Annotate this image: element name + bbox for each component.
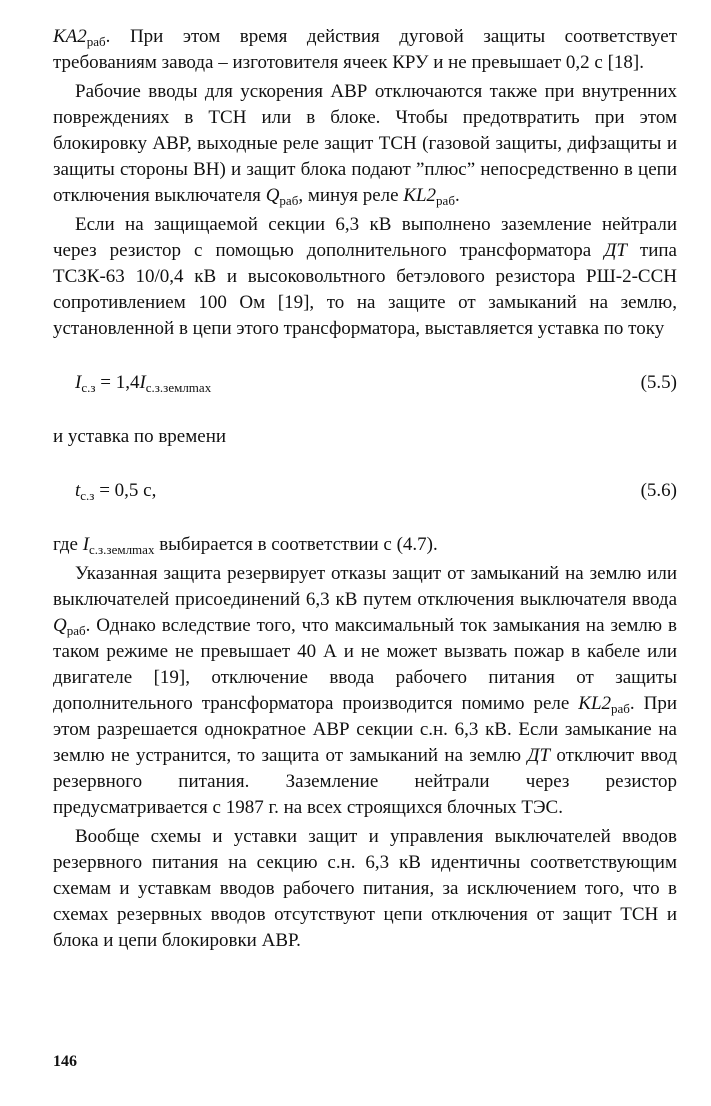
relay-ka2-symbol: KA2	[53, 26, 87, 47]
text-run: и уставка по времени	[53, 426, 227, 447]
current-symbol: I	[82, 534, 90, 555]
page-number: 146	[53, 1053, 77, 1070]
text-run: где	[53, 534, 83, 555]
formula-operator: = 1,4	[95, 372, 140, 393]
text-run: выбирается в соответствии с (4.7).	[154, 534, 438, 555]
formula-expression	[75, 368, 211, 398]
formula-5-5	[53, 368, 677, 398]
formula-expression	[75, 476, 156, 506]
paragraph-7	[53, 824, 677, 954]
formula-5-6	[53, 476, 677, 506]
text-run: . При этом время действия дуговой защиты соответствует требованиям завода – изготовителя ячеек КРУ и не превышает 0,2 с [18].	[53, 26, 677, 73]
paragraph-1	[53, 24, 677, 76]
formula-number: (5.6)	[640, 480, 677, 501]
subscript: раб	[279, 193, 299, 208]
paragraph-5	[53, 532, 677, 558]
subscript: раб	[66, 623, 86, 638]
transformer-dt-symbol: ДТ	[527, 745, 551, 766]
text-run: , минуя реле	[298, 185, 404, 206]
subscript: с.з	[80, 488, 95, 503]
subscript: с.з.землmax	[89, 542, 155, 557]
subscript: раб	[86, 34, 106, 49]
breaker-q-symbol: Q	[53, 615, 67, 636]
text-run: Рабочие вводы для ускорения АВР отключаются также при внутренних повреждениях в ТСН или в блоке. Чтобы предотвратить при этом блокировку АВР, выходные реле защит ТСН (газовой защиты, дифзащиты и защиты стороны ВН) и защит блока подают ”плюс” непосредственно в цепи отключения выключателя	[53, 81, 677, 206]
subscript: раб	[611, 701, 630, 716]
text-run: Вообще схемы и уставки защит и управления выключателей вводов резервного питания на секцию с.н. 6,3 кВ идентичны соответствующим схемам и уставкам вводов рабочего питания, за исключением того, что в схемах резервных вводов отсутствуют цепи отключения от защит ТСН и блока и цепи блокировки АВР.	[53, 826, 677, 951]
transformer-dt-symbol: ДТ	[604, 240, 627, 261]
paragraph-6	[53, 561, 677, 821]
text-run: Указанная защита резервирует отказы защит от замыканий на землю или выключателей присоединений 6,3 кВ путем отключения выключателя ввода	[53, 563, 677, 610]
subscript: с.з.землmax	[145, 380, 212, 395]
subscript: раб	[436, 193, 455, 208]
text-run: . Однако вследствие того, что максимальный ток замыкания на землю в таком режиме не превышает 40 А и не может вызвать пожар в кабеле или двигателе [19], отключение ввода рабочего питания от защиты дополнительного трансформатора производится помимо реле	[53, 615, 677, 714]
text-run: Если на защищаемой секции 6,3 кВ выполнено заземление нейтрали через резистор с помощью дополнительного трансформатора	[53, 214, 677, 261]
time-symbol: t	[75, 480, 81, 501]
paragraph-2	[53, 79, 677, 209]
current-symbol: I	[75, 372, 82, 393]
paragraph-4	[53, 424, 677, 450]
text-run: типа ТСЗК-63 10/0,4 кВ и высоковольтного бетэлового резистора РШ-2-ССН сопротивлением 100 Ом [19], то на защите от замыканий на землю, установленной в цепи этого трансформатора, выставляется уставка по току	[53, 240, 677, 339]
formula-number: (5.5)	[640, 372, 677, 393]
subscript: с.з	[81, 380, 96, 395]
text-run: .	[454, 185, 460, 206]
text-run: отключит ввод резервного питания. Заземление нейтрали через резистор предусматривается с 1987 г. на всех строящихся блочных ТЭС.	[53, 745, 677, 818]
relay-kl2-symbol: KL2	[578, 693, 612, 714]
formula-value: = 0,5 с,	[94, 480, 157, 501]
current-symbol: I	[139, 372, 146, 393]
text-run: . При этом разрешается однократное АВР секции с.н. 6,3 кВ. Если замыкание на землю не устранится, то защита от замыканий на землю	[53, 693, 678, 766]
paragraph-3	[53, 212, 677, 342]
relay-kl2-symbol: KL2	[403, 185, 437, 206]
breaker-q-symbol: Q	[265, 185, 280, 206]
